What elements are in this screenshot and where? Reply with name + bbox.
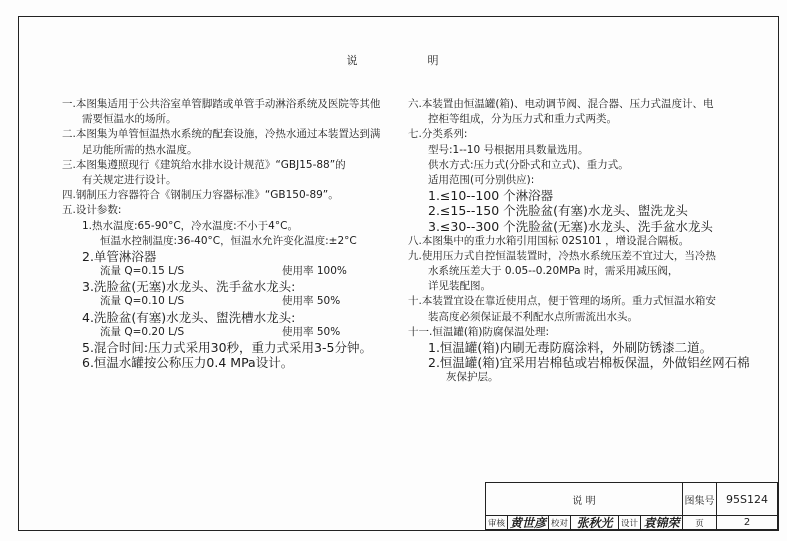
design-label: 设计: [619, 516, 641, 530]
param-4-flow-row: [62, 325, 380, 340]
param-3-rate: 使用率 50%: [282, 295, 341, 308]
param-2: 2.单管淋浴器: [82, 248, 157, 264]
drawing-title: 说 明: [486, 483, 683, 516]
clause-7-supply: 供水方式:压力式(分卧式和立式)、重力式。: [428, 158, 629, 171]
param-4-rate: 使用率 50%: [282, 325, 341, 338]
title-block: [485, 482, 779, 531]
param-4: 4.洗脸盆(有塞)水龙头、盥洗槽水龙头:: [82, 309, 296, 325]
param-4-flow: 流量 Q=0.20 L/S: [100, 325, 185, 338]
clause-11-item-2: 2.恒温罐(箱)宜采用岩棉毡或岩棉板保温，外做铝丝网石棉: [428, 355, 750, 371]
page-number: 2: [717, 516, 778, 530]
clause-11: 十一.恒温罐(箱)防腐保温处理:: [408, 325, 550, 338]
clause-5: 五.设计参数:: [62, 204, 122, 217]
param-5: 5.混合时间:压力式采用30秒，重力式采用3-5分钟。: [82, 340, 372, 355]
param-3-flow-row: [62, 294, 380, 309]
right-column: [408, 97, 750, 386]
clause-2: 二.本图集为单管恒温热水系统的配套设施，冷热水通过本装置达到满: [62, 128, 381, 141]
range-2: 2.≤15--150 个洗脸盆(有塞)水龙头、盥洗龙头: [428, 203, 688, 219]
clause-3-cont: 有关规定进行设计。: [82, 173, 177, 186]
title-char-2: 明: [427, 54, 441, 67]
design-signature: 袁锦荣: [641, 516, 683, 530]
range-1: 1.≤10--100 个淋浴器: [428, 188, 554, 204]
param-2-flow: 流量 Q=0.15 L/S: [100, 265, 185, 278]
left-column: [62, 97, 380, 370]
clause-9: 九.使用压力式自控恒温装置时，冷热水系统压差不宜过大，当冷热: [408, 249, 716, 262]
clause-6: 六.本装置由恒温罐(箱)、电动调节阀、混合器、压力式温度计、电: [408, 98, 714, 110]
clause-9-cont: 水系统压差大于 0.05--0.20MPa 时，需采用减压阀，: [428, 265, 679, 278]
check-label: 校对: [549, 516, 571, 530]
clause-11-item-1: 1.恒温罐(箱)内刷无毒防腐涂料，外刷防锈漆二道。: [428, 340, 713, 355]
review-label: 审核: [486, 516, 508, 530]
check-signature: 张秋光: [571, 516, 619, 530]
page-label: 页: [683, 516, 717, 530]
param-3: 3.洗脸盆(无塞)水龙头、洗手盆水龙头:: [82, 279, 296, 295]
clause-8: 八.本图集中的重力水箱引用国标 02S101 ，增设混合隔板。: [408, 234, 690, 247]
clause-7-model: 型号:1--10 号根据用具数量选用。: [428, 143, 589, 156]
range-3: 3.≤30--300 个洗脸盆(无塞)水龙头、洗手盆水龙头: [428, 218, 713, 234]
clause-10-cont: 装高度必须保证最不利配水点所需流出水头。: [428, 310, 638, 323]
clause-7: 七.分类系列:: [408, 128, 468, 141]
param-3-flow: 流量 Q=0.10 L/S: [100, 295, 185, 308]
param-2-flow-row: [62, 264, 380, 279]
atlas-number: 95S124: [717, 483, 778, 516]
page-title: [0, 52, 787, 68]
title-char-1: 说: [346, 54, 360, 67]
clause-1: 一.本图集适用于公共浴室单管脚踏或单管手动淋浴系统及医院等其他: [62, 98, 381, 110]
clause-10: 十.本装置宜设在靠近使用点，便于管理的场所。重力式恒温水箱安: [408, 295, 716, 308]
clause-7-scope: 适用范围(可分别供应):: [428, 173, 535, 186]
param-6: 6.恒温水罐按公称压力0.4 MPa设计。: [82, 355, 294, 371]
clause-9-cont2: 详见装配图。: [428, 280, 491, 293]
review-signature: 黄世彦: [508, 516, 549, 530]
param-1: 1.热水温度:65-90°C，冷水温度:不小于4°C。: [82, 219, 298, 232]
clause-11-item-2-cont: 灰保护层。: [446, 371, 499, 384]
clause-6-cont: 控柜等组成，分为压力式和重力式两类。: [428, 113, 617, 126]
param-2-rate: 使用率 100%: [282, 265, 347, 278]
param-1-cont: 恒温水控制温度:36-40°C，恒温水允许变化温度:±2°C: [100, 234, 357, 247]
atlas-label: 图集号: [683, 483, 717, 516]
clause-4: 四.钢制压力容器符合《钢制压力容器标准》“GB150-89”。: [62, 189, 339, 202]
clause-1-cont: 需要恒温水的场所。: [82, 113, 177, 126]
clause-2-cont: 足功能所需的热水温度。: [82, 143, 198, 156]
clause-3: 三.本图集遵照现行《建筑给水排水设计规范》“GBJ15-88”的: [62, 158, 346, 171]
